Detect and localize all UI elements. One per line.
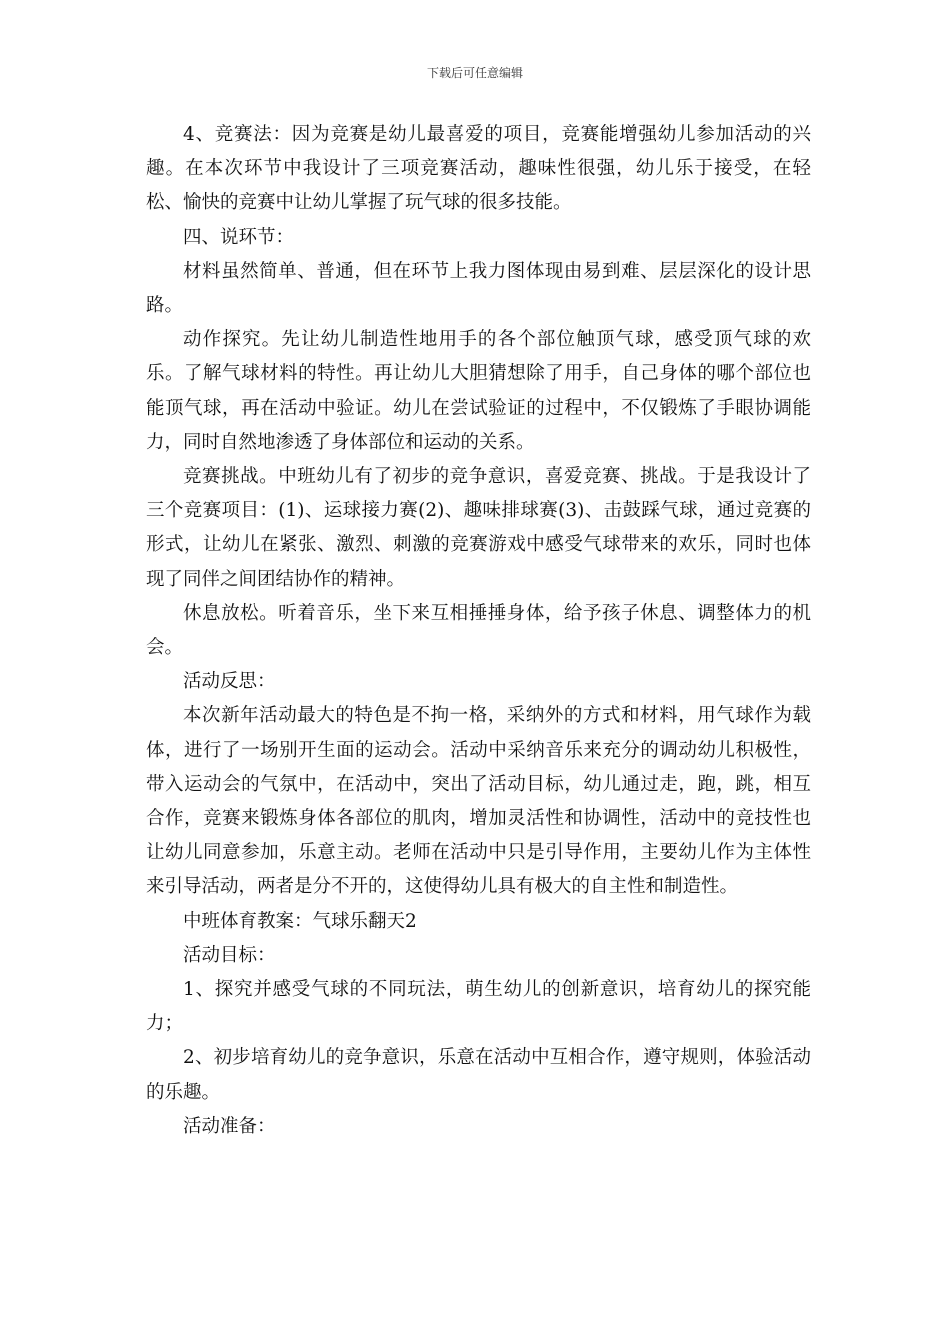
paragraph-competition-method: 4、竞赛法：因为竞赛是幼儿最喜爱的项目，竞赛能增强幼儿参加活动的兴趣。在本次环节中我设计了三项竞赛活动，趣味性很强，幼儿乐于接受，在轻松、愉快的竞赛中让幼儿掌握了玩气球的很多技能。 xyxy=(146,124,811,214)
document-body xyxy=(146,118,811,1144)
section-heading-reflection: 活动反思： xyxy=(183,671,276,693)
lesson-title: 中班体育教案：气球乐翻天2 xyxy=(183,910,417,932)
paragraph-reflection: 本次新年活动最大的特色是不拘一格，采纳外的方式和材料，用气球作为载体，进行了一场别开生面的运动会。活动中采纳音乐来充分的调动幼儿积极性，带入运动会的气氛中，在活动中，突出了活动目标，幼儿通过走，跑，跳，相互合作，竞赛来锻炼身体各部位的肌肉，增加灵活性和协调性，活动中的竞技性也让幼儿同意参加，乐意主动。老师在活动中只是引导作用，主要幼儿作为主体性来引导活动，两者是分不开的，这使得幼儿具有极大的自主性和制造性。 xyxy=(146,705,811,898)
paragraph-rest-relax: 休息放松。听着音乐，坐下来互相捶捶身体，给予孩子休息、调整体力的机会。 xyxy=(146,602,811,659)
section-heading-links: 四、说环节： xyxy=(183,226,295,248)
goal-item-1: 1、探究并感受气球的不同玩法，萌生幼儿的创新意识，培育幼儿的探究能力； xyxy=(146,979,811,1035)
goal-item-2: 2、初步培育幼儿的竞争意识，乐意在活动中互相合作，遵守规则，体验活动的乐趣。 xyxy=(146,1047,811,1103)
section-heading-preparation: 活动准备： xyxy=(183,1115,276,1137)
section-heading-goals: 活动目标： xyxy=(183,944,276,966)
paragraph-action-exploration: 动作探究。先让幼儿制造性地用手的各个部位触顶气球，感受顶气球的欢乐。了解气球材料的特性。再让幼儿大胆猜想除了用手，自己身体的哪个部位也能顶气球，再在活动中验证。幼儿在尝试验证的过程中，不仅锻炼了手眼协调能力，同时自然地渗透了身体部位和运动的关系。 xyxy=(146,329,811,453)
page-header: 下载后可任意编辑 xyxy=(426,66,523,80)
paragraph-competition-challenge: 竞赛挑战。中班幼儿有了初步的竞争意识，喜爱竞赛、挑战。于是我设计了三个竞赛项目：(1)、运球接力赛(2)、趣味排球赛(3)、击鼓踩气球，通过竞赛的形式，让幼儿在紧张、激烈、刺激的竞赛游戏中感受气球带来的欢乐，同时也体现了同伴之间团结协作的精神。 xyxy=(146,466,811,590)
paragraph-materials: 材料虽然简单、普通，但在环节上我力图体现由易到难、层层深化的设计思路。 xyxy=(146,260,811,317)
